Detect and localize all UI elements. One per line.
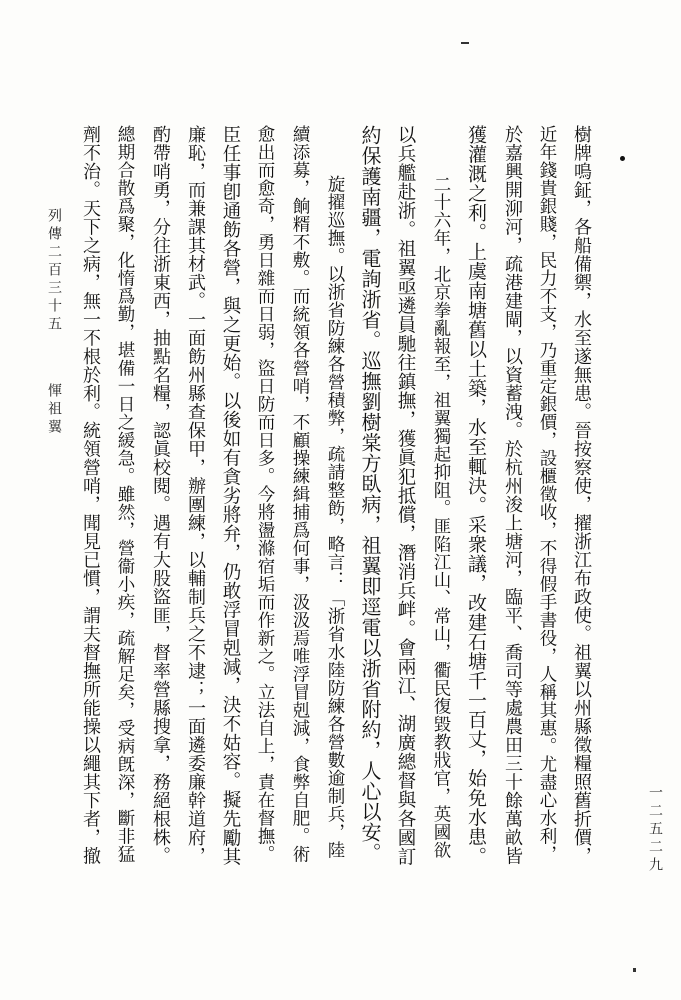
- text-column: 獲灌溉之利。上虞南塘舊以土築，水至輒決。采衆議，改建石塘千一百丈，始免水患。: [465, 125, 487, 866]
- text-column: 約保護南疆，電詢浙省。巡撫劉樹棠方臥病，祖翼即逕電以浙省附約，人心以安。: [358, 125, 382, 863]
- person-label: 惲祖翼: [46, 383, 62, 437]
- text-column: 總期合散爲聚，化惰爲勤，堪備一日之緩急。雖然，營衞小疾，疏解足矣，受病旣深，斷非猛: [115, 125, 135, 863]
- text-column: 續添募，餉糈不敷。而統領各營哨，不顧操練緝捕爲何事，汲汲焉唯浮冒剋減，食弊自肥。術: [290, 125, 310, 863]
- text-column: 樹牌鳴鉦，各船備禦，水至遂無患。晉按察使，擢浙江布政使。祖翼以州縣徵糧照舊折價，: [571, 125, 592, 865]
- text-column: 以兵艦赴浙。祖翼亟遴員馳往鎮撫，獲眞犯抵償，潛消兵衅。會兩江、湖廣總督與各國訂: [395, 125, 416, 866]
- page-number: 一二五二九: [647, 785, 663, 875]
- chapter-label: 列傳二百三十五: [46, 208, 62, 334]
- text-column: 臣任事卽通飭各營，與之更始。以後如有貪劣將弁，仍敢浮冒剋減，決不姑容。擬先勵其: [220, 125, 241, 866]
- text-column: 酌帶哨勇，分往浙東西，抽點名糧，認眞校閱。遇有大股盜匪，督率營縣搜拿，務絕根株。: [150, 125, 171, 865]
- page-mark-dot: [620, 156, 625, 161]
- page-speck: [461, 42, 469, 44]
- text-column: 近年錢貴銀賤，民力不支，乃重定銀價，設櫃徵收，不得假手書役，人稱其惠。尤盡心水利，: [537, 125, 557, 863]
- page-speck: [633, 968, 636, 972]
- text-column: 劑不治。天下之病，無一不根於利。統領營哨，聞見已慣，謂夫督撫所能操以繩其下者，撤: [80, 125, 101, 865]
- text-column: 於嘉興開泖河，疏港建閘，以資蓄洩。於杭州浚上塘河，臨平、喬司等處農田三十餘萬畝皆: [502, 125, 523, 865]
- text-column: 二十六年，北京拳亂報至，祖翼獨起抑阻。匪陷江山、常山，衢民復毀教戕官，英國欲: [431, 175, 451, 859]
- text-column: 旋擢巡撫。以浙省防練各營積弊，疏請整飭，略言：「浙省水陸防練各營數逾制兵，陸: [325, 175, 345, 859]
- text-column: 愈出而愈奇，勇日雜而日弱，盜日防而日多。今將盪滌宿垢而作新之。立法自上，責在督撫。: [255, 125, 275, 863]
- text-column: 廉恥，而兼課其材武。一面飭州縣查保甲，辦團練，以輔制兵之不逮；一面遴委廉幹道府，: [185, 125, 206, 865]
